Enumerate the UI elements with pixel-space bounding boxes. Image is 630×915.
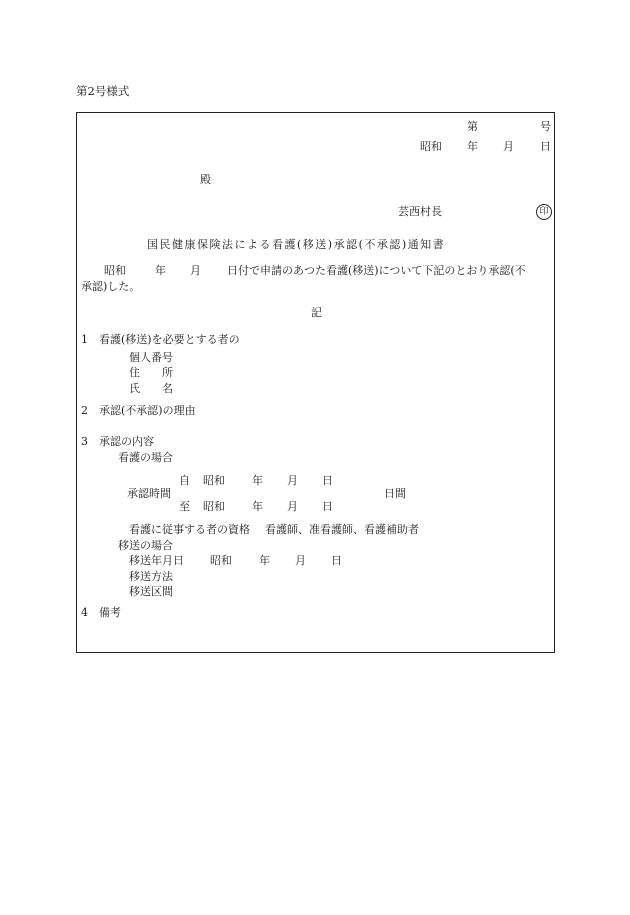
- seal-mark: 印: [536, 204, 552, 220]
- form-label: 第2号様式: [76, 84, 130, 98]
- nursing-case-label: 看護の場合: [118, 451, 173, 464]
- number-dai: 第: [467, 120, 478, 133]
- to-month: 月: [287, 500, 298, 513]
- transfer-route-label: 移送区間: [129, 585, 173, 598]
- body-text-line2: 承認)した。: [81, 280, 141, 293]
- ki-mark: 記: [311, 306, 322, 319]
- section4-heading: 備考: [99, 606, 121, 619]
- name-label: 氏 名: [129, 382, 173, 395]
- from-year: 年: [252, 474, 263, 487]
- qualification-values: 看護師、准看護師、看護補助者: [265, 523, 419, 536]
- issuer: 芸西村長: [398, 205, 442, 218]
- section1-number: 1: [81, 333, 88, 346]
- qualification-label: 看護に従事する者の資格: [129, 523, 250, 536]
- body-era: 昭和: [104, 264, 126, 277]
- section3-heading: 承認の内容: [99, 435, 154, 448]
- from-label: 自: [179, 474, 190, 487]
- transfer-method-label: 移送方法: [129, 570, 173, 583]
- date-year: 年: [467, 140, 478, 153]
- transfer-day: 日: [331, 554, 342, 567]
- to-day: 日: [322, 500, 333, 513]
- section2-heading: 承認(不承認)の理由: [99, 404, 196, 417]
- to-era: 昭和: [203, 500, 225, 513]
- days-label: 日間: [384, 487, 406, 500]
- body-text-line1: 日付で申請のあつた看護(移送)について下記のとおり承認(不: [227, 264, 526, 277]
- transfer-date-label: 移送年月日: [129, 554, 184, 567]
- transfer-month: 月: [295, 554, 306, 567]
- transfer-case-label: 移送の場合: [118, 539, 173, 552]
- to-label: 至: [179, 500, 190, 513]
- body-year: 年: [155, 264, 166, 277]
- addressee-suffix: 殿: [200, 173, 211, 186]
- section3-number: 3: [81, 435, 88, 448]
- body-month: 月: [190, 264, 201, 277]
- document-title: 国民健康保険法による看護(移送)承認(不承認)通知書: [147, 238, 446, 251]
- date-era: 昭和: [420, 140, 442, 153]
- section2-number: 2: [81, 404, 88, 417]
- date-day: 日: [540, 140, 551, 153]
- from-era: 昭和: [203, 474, 225, 487]
- from-month: 月: [287, 474, 298, 487]
- transfer-era: 昭和: [210, 554, 232, 567]
- section1-heading: 看護(移送)を必要とする者の: [99, 333, 240, 346]
- date-month: 月: [503, 140, 514, 153]
- to-year: 年: [252, 500, 263, 513]
- address-label: 住 所: [129, 366, 173, 379]
- personal-number-label: 個人番号: [129, 351, 173, 364]
- from-day: 日: [322, 474, 333, 487]
- approval-time-label: 承認時間: [127, 487, 171, 500]
- section4-number: 4: [81, 606, 88, 619]
- number-go: 号: [540, 120, 551, 133]
- transfer-year: 年: [259, 554, 270, 567]
